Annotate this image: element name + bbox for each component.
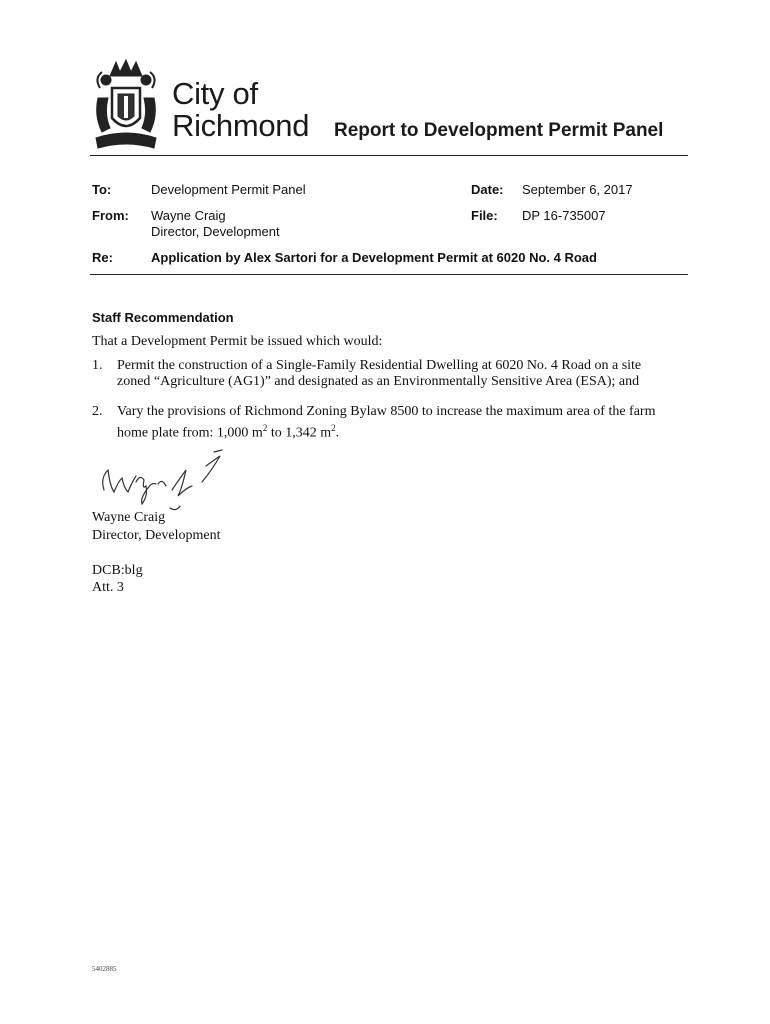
city-name-line2: Richmond: [172, 108, 310, 143]
recommendation-item: Permit the construction of a Single-Family Residential Dwelling at 6020 No. 4 Road on a site zoned “Agriculture (AG1)” and designated as an Environmentally Sensitive Area (ESA); and: [117, 358, 642, 389]
reference-initials: DCB:blg: [92, 563, 143, 578]
from-title: Director, Development: [151, 224, 280, 239]
from-name: Wayne Craig: [151, 208, 226, 223]
memo-divider: [90, 274, 688, 275]
recommendation-text-after: .: [335, 425, 340, 441]
city-crest-logo: [90, 58, 162, 152]
header-divider: [90, 155, 688, 156]
re-value: Application by Alex Sartori for a Development Permit at 6020 No. 4 Road: [151, 250, 597, 265]
to-label: To:: [92, 182, 112, 197]
file-value: DP 16-735007: [522, 208, 606, 223]
city-name-line1: City of: [172, 76, 258, 111]
report-title: Report to Development Permit Panel: [334, 120, 664, 141]
city-name: [172, 78, 309, 142]
file-label: File:: [471, 208, 498, 223]
document-number: 5402885: [92, 965, 117, 973]
recommendation-intro: That a Development Permit be issued which would:: [92, 334, 383, 349]
to-value: Development Permit Panel: [151, 182, 306, 197]
recommendation-text-middle: to 1,342 m: [267, 425, 332, 441]
attachment-count: Att. 3: [92, 580, 124, 595]
from-label: From:: [92, 208, 129, 223]
from-value: [151, 208, 280, 240]
signer-title: Director, Development: [92, 528, 221, 543]
re-label: Re:: [92, 250, 113, 265]
recommendation-number: 2.: [92, 404, 103, 419]
signer-name: Wayne Craig: [92, 510, 166, 525]
superscript-squared: 2: [262, 423, 268, 433]
recommendation-item: [117, 404, 677, 442]
superscript-squared: 2: [331, 423, 336, 433]
date-label: Date:: [471, 182, 504, 197]
date-value: September 6, 2017: [522, 182, 633, 197]
section-heading: Staff Recommendation: [92, 310, 234, 325]
recommendation-number: 1.: [92, 358, 103, 373]
recommendation-text-before: Vary the provisions of Richmond Zoning Bylaw 8500 to increase the maximum area of the farm home plate from: 1,000 m: [117, 404, 656, 441]
